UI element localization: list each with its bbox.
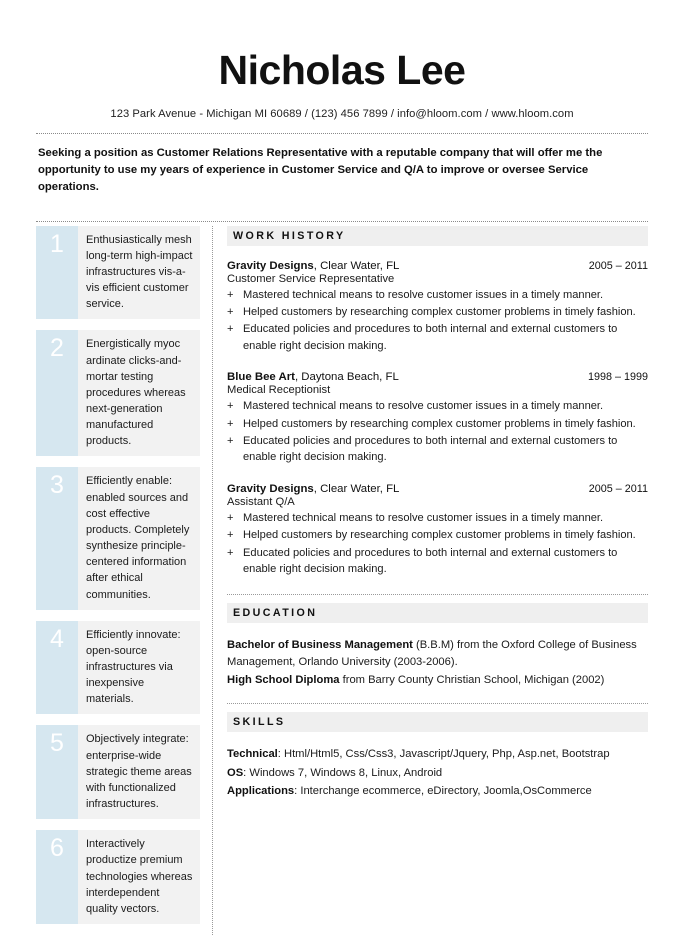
job-location: , Clear Water, FL [313, 482, 400, 495]
column-divider [212, 226, 213, 935]
job-title: Customer Service Representative [227, 272, 395, 285]
sidebar-item-text: Interactively productize premium technologies whereas interdependent quality vectors. [86, 838, 193, 915]
sidebar-item-text: Efficiently innovate: open-source infrastructures via inexpensive materials. [86, 628, 181, 706]
job-bullet-text: Educated policies and procedures to both internal and external customers to enable right decision making. [243, 323, 618, 352]
sidebar-item-text: Energistically myoc ardinate clicks-and-mortar testing procedures whereas next-generation manufactured products. [86, 338, 186, 448]
sidebar-item-number: 2 [36, 330, 78, 456]
job-entry [227, 260, 648, 355]
job-bullet-text: Helped customers by researching complex customer problems in timely fashion. [243, 305, 636, 318]
plus-bullet-icon: + [227, 511, 234, 524]
job-bullet-text: Mastered technical means to resolve customer issues in a timely manner. [243, 511, 604, 524]
job-company-place [227, 483, 399, 495]
work-history-list [227, 260, 648, 578]
job-bullet [227, 510, 648, 526]
plus-bullet-icon: + [227, 417, 234, 430]
page-title: Nicholas Lee [218, 47, 466, 93]
job-bullet [227, 527, 648, 543]
plus-bullet-icon: + [227, 400, 234, 413]
education-entry [227, 672, 648, 689]
divider-objective [36, 221, 648, 222]
education-list [227, 637, 648, 689]
sidebar-item-number: 5 [36, 725, 78, 819]
resume-body [36, 226, 648, 935]
education-degree: Bachelor of Business Management [227, 639, 413, 652]
skill-row [227, 765, 648, 782]
sidebar-item-text: Efficiently enable: enabled sources and cost effective products. Completely synthesize principle-centered information after ethical communities. [86, 475, 190, 601]
education-detail: from Barry County Christian School, Michigan (2002) [339, 674, 605, 687]
plus-bullet-icon: + [227, 288, 234, 301]
skill-value: : Windows 7, Windows 8, Linux, Android [243, 766, 443, 779]
job-bullet [227, 416, 648, 432]
plus-bullet-icon: + [227, 546, 234, 559]
sidebar-item-text: Enthusiastically mesh long-term high-impact infrastructures vis-a-vis efficient customer service. [86, 233, 193, 311]
education-entry [227, 637, 648, 671]
sidebar-item-number: 3 [36, 467, 78, 609]
section-header-skills: SKILLS [227, 712, 648, 732]
sidebar-highlight-item [36, 621, 200, 715]
sidebar-highlight-item [36, 330, 200, 456]
sidebar-item-number: 1 [36, 226, 78, 320]
job-company-place [227, 371, 399, 383]
divider-skills [227, 703, 648, 704]
skill-label: Applications [227, 784, 295, 797]
job-dates: 1998 – 1999 [587, 371, 648, 384]
skill-label: Technical [227, 748, 278, 761]
job-header-line [227, 371, 648, 383]
job-bullet-list [227, 510, 648, 578]
skill-row [227, 746, 648, 763]
sidebar-highlights [36, 226, 212, 935]
job-header-line [227, 260, 648, 272]
job-dates: 2005 – 2011 [588, 482, 648, 495]
sidebar-highlight-item [36, 830, 200, 924]
job-bullet-text: Mastered technical means to resolve customer issues in a timely manner. [243, 288, 604, 301]
skill-value: : Interchange ecommerce, eDirectory, Joomla,OsCommerce [294, 784, 592, 797]
sidebar-item-text: Objectively integrate: enterprise-wide strategic theme areas with functionalized infrastructures. [86, 733, 192, 811]
job-bullet [227, 398, 648, 414]
job-bullet [227, 545, 648, 578]
job-company: Gravity Designs [227, 259, 314, 272]
contact-line: 123 Park Avenue - Michigan MI 60689 / (123) 456 7899 / info@hloom.com / www.hloom.com [110, 108, 574, 121]
education-detail: (B.B.M) from the Oxford College of Business Management, Orlando University (2003-2006). [227, 639, 637, 669]
job-header-line [227, 483, 648, 495]
sidebar-highlight-item [36, 725, 200, 819]
plus-bullet-icon: + [227, 529, 234, 542]
job-bullet-text: Educated policies and procedures to both internal and external customers to enable right decision making. [243, 546, 618, 576]
job-bullet [227, 304, 648, 320]
job-dates: 2005 – 2011 [588, 259, 648, 272]
job-bullet-text: Educated policies and procedures to both internal and external customers to enable right decision making. [243, 435, 618, 464]
plus-bullet-icon: + [227, 305, 234, 318]
job-bullet [227, 321, 648, 354]
job-bullet [227, 287, 648, 303]
resume-header [36, 48, 648, 120]
sidebar-list [36, 226, 200, 924]
section-header-work-history: WORK HISTORY [227, 226, 648, 246]
divider-education [227, 594, 648, 595]
job-company-place [227, 260, 399, 272]
job-bullet-list [227, 287, 648, 355]
skill-value: : Html/Html5, Css/Css3, Javascript/Jquery, Php, Asp.net, Bootstrap [277, 748, 610, 761]
job-company: Gravity Designs [227, 482, 314, 495]
job-location: , Daytona Beach, FL [294, 371, 399, 384]
job-entry [227, 483, 648, 578]
skills-list [227, 746, 648, 799]
job-company: Blue Bee Art [227, 371, 295, 384]
education-degree: High School Diploma [227, 674, 340, 687]
objective-statement: Seeking a position as Customer Relations Representative with a reputable company that will offer me the opportunity to use my years of experience in Customer Service and Q/A to improve or oversee Service operations. [38, 147, 603, 194]
section-header-education: EDUCATION [227, 603, 648, 623]
plus-bullet-icon: + [227, 435, 234, 447]
sidebar-item-number: 4 [36, 621, 78, 715]
job-bullet-text: Helped customers by researching complex customer problems in timely fashion. [243, 417, 636, 430]
sidebar-highlight-item [36, 467, 200, 609]
job-bullet-list [227, 398, 648, 466]
job-bullet-text: Helped customers by researching complex customer problems in timely fashion. [243, 529, 636, 542]
job-bullet-text: Mastered technical means to resolve customer issues in a timely manner. [243, 400, 604, 413]
job-location: , Clear Water, FL [313, 259, 400, 272]
skill-label: OS [227, 766, 244, 779]
job-title: Medical Receptionist [227, 384, 331, 397]
job-title: Assistant Q/A [227, 495, 295, 508]
skill-row [227, 783, 648, 800]
job-entry [227, 371, 648, 466]
job-bullet [227, 433, 648, 466]
plus-bullet-icon: + [227, 323, 234, 336]
sidebar-highlight-item [36, 226, 200, 320]
main-content [227, 226, 648, 801]
sidebar-item-number: 6 [36, 830, 78, 924]
